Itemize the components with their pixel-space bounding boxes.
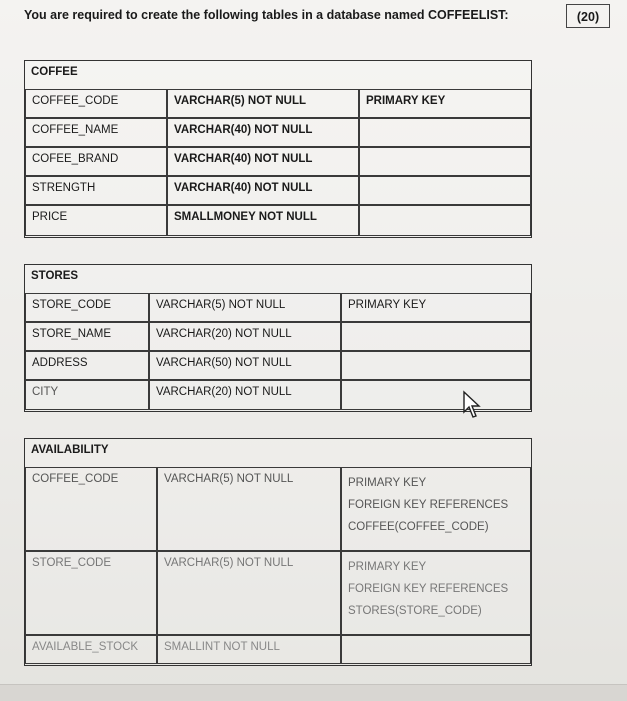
- column-constraint: [359, 147, 531, 176]
- column-name: STORE_CODE: [25, 293, 149, 322]
- column-type: VARCHAR(5) NOT NULL: [157, 467, 341, 551]
- column-name: COFFEE_CODE: [25, 89, 167, 118]
- constraint-line: COFFEE(COFFEE_CODE): [348, 521, 489, 533]
- column-name: STORE_CODE: [25, 551, 157, 635]
- column-constraint: [359, 118, 531, 147]
- column-name: PRICE: [25, 205, 167, 236]
- column-constraint: [341, 380, 531, 410]
- mouse-cursor-icon: [462, 390, 484, 420]
- table-title: STORES: [31, 270, 79, 282]
- column-type: SMALLMONEY NOT NULL: [167, 205, 359, 236]
- column-constraint: PRIMARY KEY: [359, 89, 531, 118]
- table-title: COFFEE: [31, 66, 78, 78]
- column-constraint: [341, 467, 531, 551]
- availability-table: [24, 438, 532, 666]
- column-constraint: [359, 205, 531, 236]
- column-type: VARCHAR(20) NOT NULL: [149, 380, 341, 410]
- column-name: STRENGTH: [25, 176, 167, 205]
- constraint-line: FOREIGN KEY REFERENCES: [348, 499, 509, 511]
- column-constraint: [341, 351, 531, 380]
- column-constraint: [341, 635, 531, 664]
- constraint-line: STORES(STORE_CODE): [348, 605, 482, 617]
- table-title: AVAILABILITY: [31, 444, 109, 456]
- column-constraint: [341, 322, 531, 351]
- column-name: COFEE_BRAND: [25, 147, 167, 176]
- coffee-table: [24, 60, 532, 238]
- column-type: VARCHAR(5) NOT NULL: [167, 89, 359, 118]
- column-name: ADDRESS: [25, 351, 149, 380]
- column-type: VARCHAR(5) NOT NULL: [149, 293, 341, 322]
- column-constraint: [341, 551, 531, 635]
- constraint-line: PRIMARY KEY: [348, 561, 427, 573]
- column-type: VARCHAR(40) NOT NULL: [167, 118, 359, 147]
- instruction-text: You are required to create the following tables in a database named COFFEELIST:: [24, 8, 509, 22]
- page-bottom-edge: [0, 684, 627, 701]
- constraint-line: PRIMARY KEY: [348, 477, 427, 489]
- column-constraint: [359, 176, 531, 205]
- column-type: VARCHAR(40) NOT NULL: [167, 176, 359, 205]
- constraint-line: FOREIGN KEY REFERENCES: [348, 583, 509, 595]
- column-type: SMALLINT NOT NULL: [157, 635, 341, 664]
- column-name: COFFEE_CODE: [25, 467, 157, 551]
- column-name: STORE_NAME: [25, 322, 149, 351]
- column-type: VARCHAR(20) NOT NULL: [149, 322, 341, 351]
- column-name: AVAILABLE_STOCK: [25, 635, 157, 664]
- column-type: VARCHAR(40) NOT NULL: [167, 147, 359, 176]
- column-type: VARCHAR(50) NOT NULL: [149, 351, 341, 380]
- column-type: VARCHAR(5) NOT NULL: [157, 551, 341, 635]
- column-name: CITY: [25, 380, 149, 410]
- marks-box: (20): [566, 4, 610, 28]
- column-name: COFFEE_NAME: [25, 118, 167, 147]
- stores-table: [24, 264, 532, 412]
- column-constraint: PRIMARY KEY: [341, 293, 531, 322]
